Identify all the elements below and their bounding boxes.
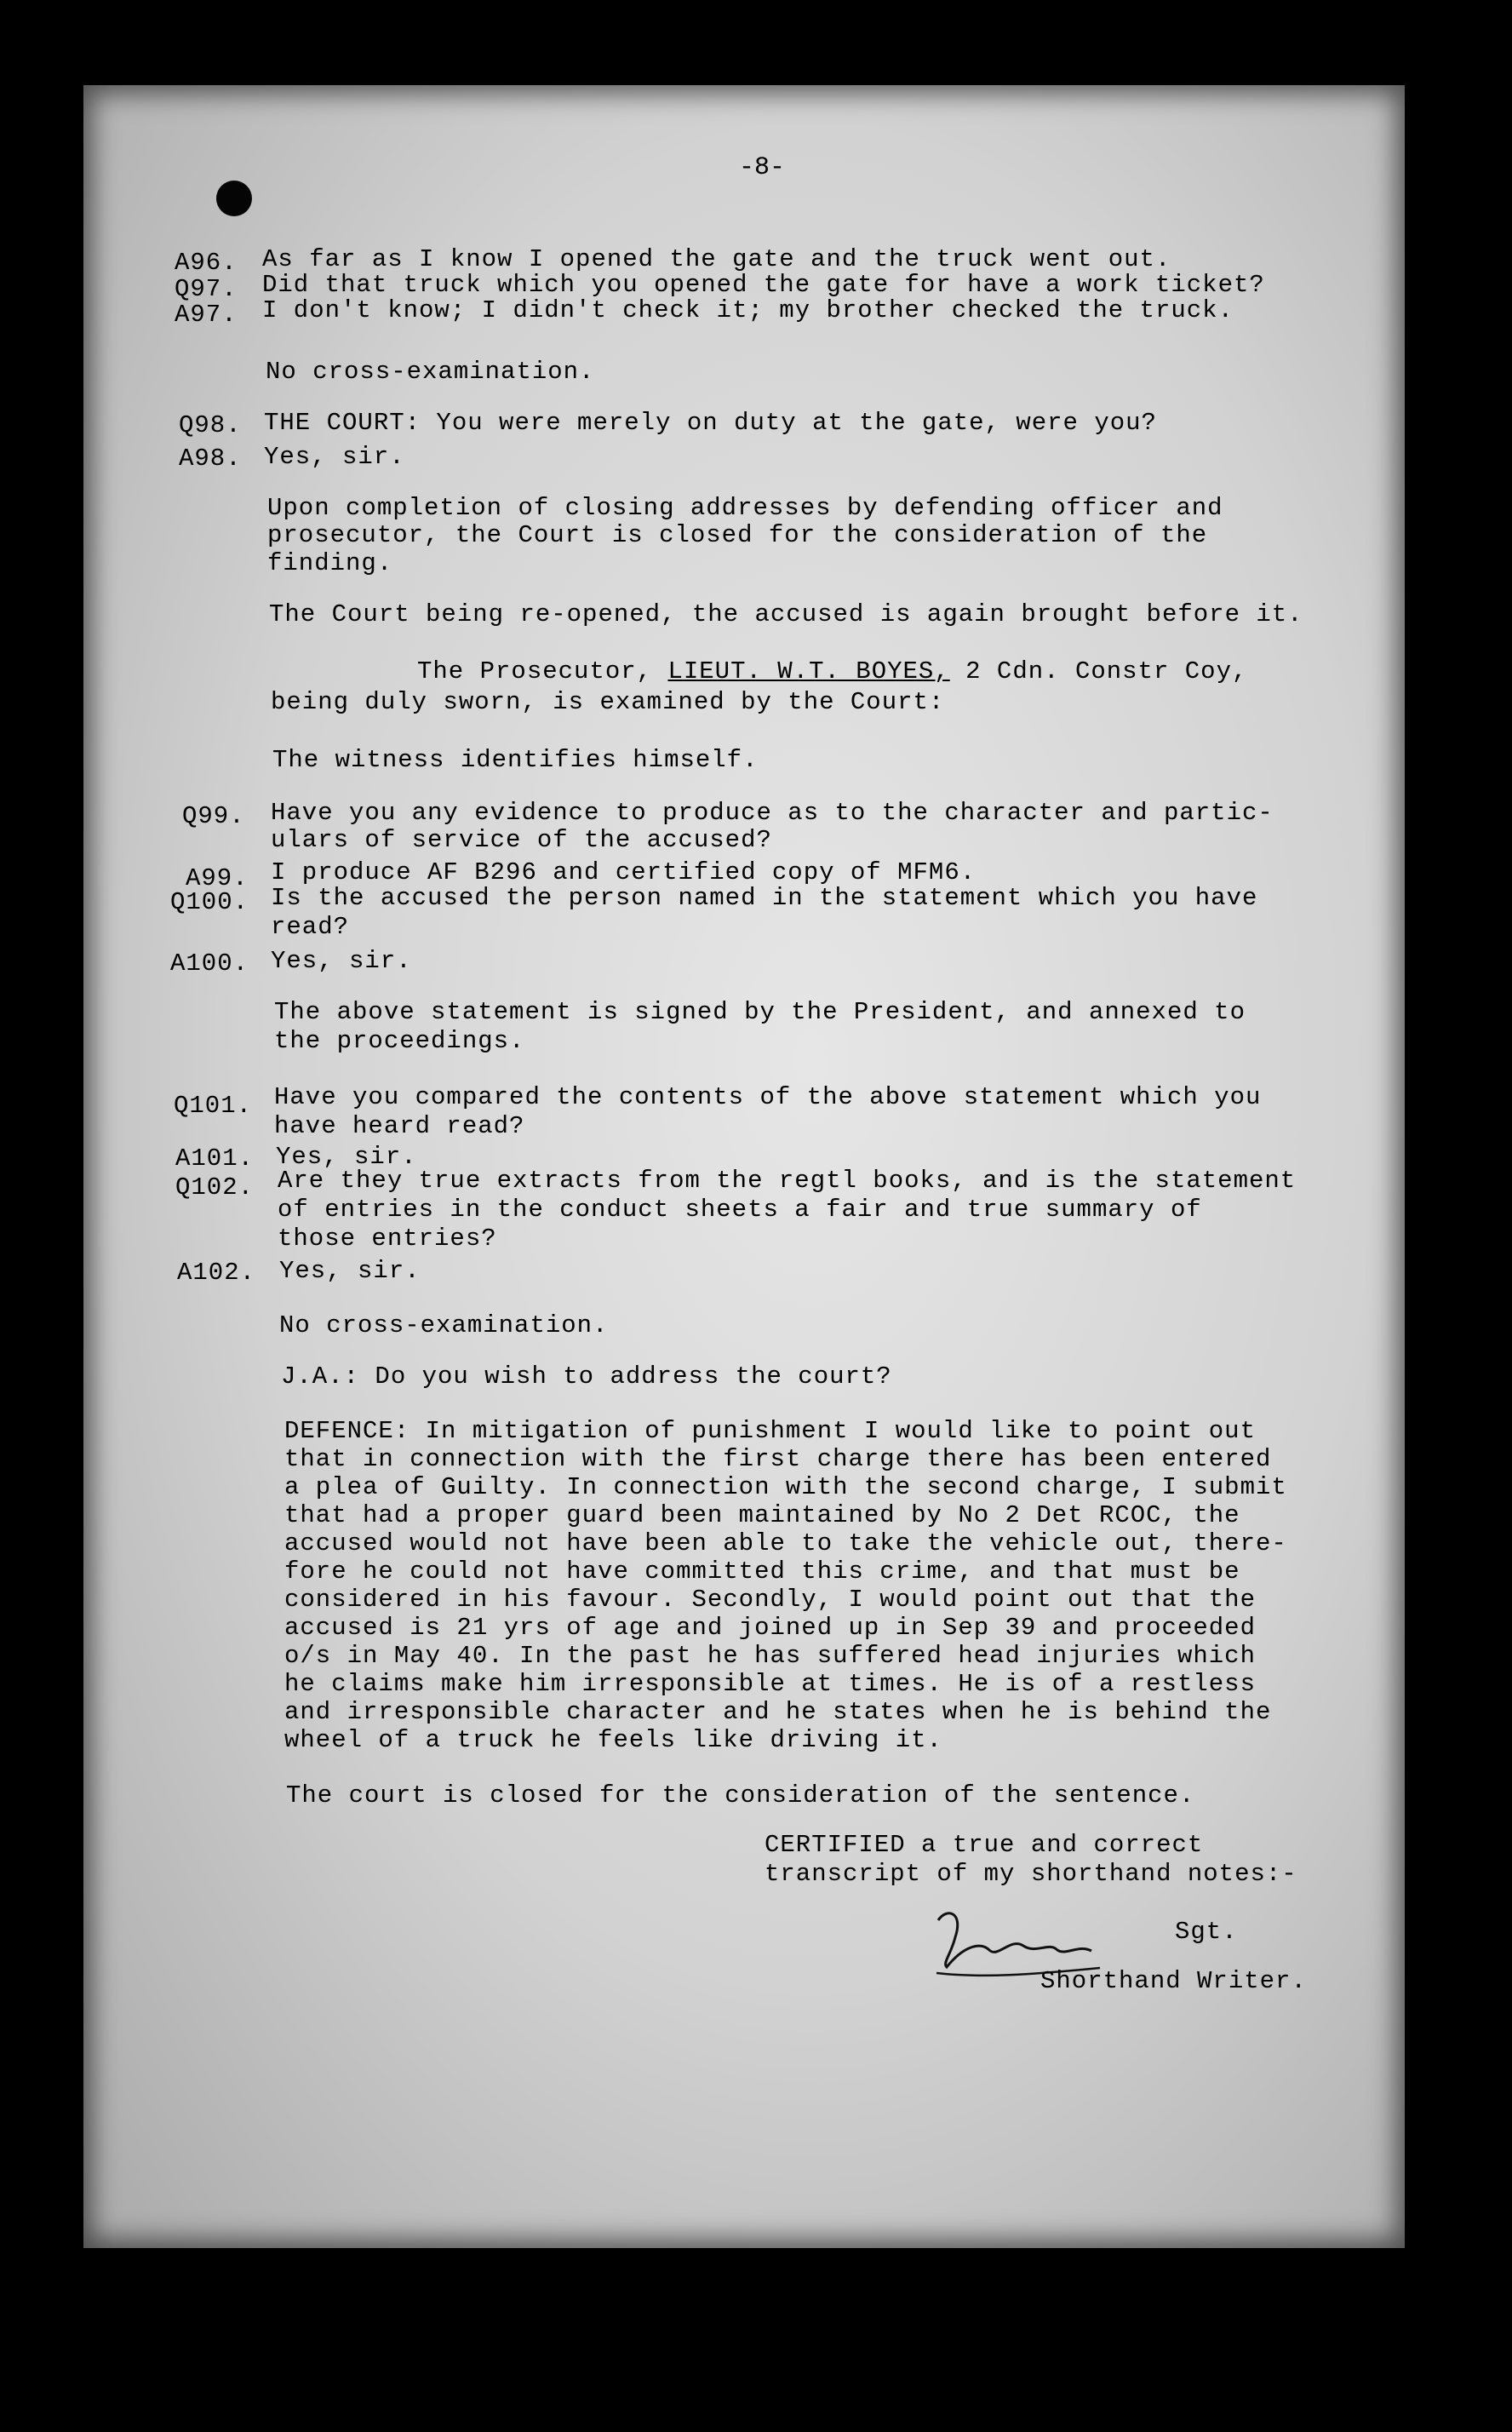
certified-line: CERTIFIED a true and correct bbox=[765, 1831, 1204, 1859]
qa-tag: Q101. bbox=[174, 1092, 253, 1120]
qa-text: I produce AF B296 and certified copy of MFM6. bbox=[271, 858, 976, 886]
page-number: -8- bbox=[739, 153, 786, 182]
witness-identifies: The witness identifies himself. bbox=[272, 746, 759, 774]
qa-text: read? bbox=[271, 913, 350, 941]
defence-line: and irresponsible character and he states when he is behind the bbox=[284, 1698, 1272, 1726]
qa-text: Have you any evidence to produce as to the character and partic- bbox=[271, 799, 1274, 827]
qa-text: Yes, sir. bbox=[276, 1143, 417, 1171]
defence-line: considered in his favour. Secondly, I would point out that the bbox=[284, 1586, 1256, 1614]
defence-line: wheel of a truck he feels like driving it. bbox=[284, 1726, 942, 1754]
qa-text: Is the accused the person named in the statement which you have bbox=[271, 884, 1258, 912]
defence-line: that had a proper guard been maintained by No 2 Det RCOC, the bbox=[284, 1501, 1240, 1529]
defence-line: accused would not have been able to take the vehicle out, there- bbox=[284, 1529, 1287, 1557]
defence-line: he claims make him irresponsible at times. He is of a restless bbox=[284, 1670, 1256, 1698]
qa-tag: Q99. bbox=[182, 802, 245, 830]
paragraph-line: Upon completion of closing addresses by defending officer and bbox=[267, 494, 1223, 522]
qa-text: of entries in the conduct sheets a fair and true summary of bbox=[278, 1196, 1202, 1224]
qa-text: Yes, sir. bbox=[271, 947, 412, 975]
defence-line: DEFENCE: In mitigation of punishment I would like to point out bbox=[284, 1417, 1256, 1445]
qa-text: Are they true extracts from the regtl books, and is the statement bbox=[278, 1167, 1297, 1195]
qa-text: I don't know; I didn't check it; my brother checked the truck. bbox=[262, 296, 1234, 324]
ja-question: J.A.: Do you wish to address the court? bbox=[281, 1362, 892, 1391]
signatory-rank: Sgt. bbox=[1175, 1918, 1238, 1946]
qa-text: THE COURT: You were merely on duty at the gate, were you? bbox=[264, 409, 1157, 437]
paragraph-line: finding. bbox=[267, 549, 393, 577]
qa-tag: A99. bbox=[186, 864, 249, 892]
paragraph-line: being duly sworn, is examined by the Court: bbox=[271, 688, 945, 716]
defence-line: a plea of Guilty. In connection with the second charge, I submit bbox=[284, 1473, 1287, 1501]
qa-tag: Q100. bbox=[170, 888, 249, 916]
qa-text: Yes, sir. bbox=[264, 443, 405, 471]
qa-tag: Q102. bbox=[175, 1173, 255, 1202]
qa-text: Have you compared the contents of the above statement which you bbox=[274, 1083, 1262, 1111]
prosecutor-line: The Prosecutor, LIEUT. W.T. BOYES, 2 Cdn. Constr Coy, bbox=[417, 657, 1248, 685]
qa-text: Did that truck which you opened the gate for have a work ticket? bbox=[262, 271, 1265, 299]
qa-tag: A100. bbox=[170, 949, 249, 978]
qa-text: those entries? bbox=[278, 1225, 497, 1253]
qa-text: ulars of service of the accused? bbox=[271, 826, 772, 854]
punch-hole bbox=[216, 181, 252, 216]
certified-line: transcript of my shorthand notes:- bbox=[765, 1860, 1297, 1888]
defence-line: o/s in May 40. In the past he has suffered head injuries which bbox=[284, 1642, 1256, 1670]
defence-line: accused is 21 yrs of age and joined up in Sep 39 and proceeded bbox=[284, 1614, 1256, 1642]
qa-tag: A97. bbox=[175, 301, 238, 329]
defence-line: that in connection with the first charge there has been entered bbox=[284, 1445, 1272, 1473]
qa-text: Yes, sir. bbox=[279, 1257, 421, 1285]
paragraph-line: the proceedings. bbox=[274, 1027, 525, 1055]
prosecutor-name: LIEUT. W.T. BOYES, bbox=[667, 657, 950, 685]
qa-tag: A102. bbox=[177, 1259, 256, 1287]
paragraph-line: The above statement is signed by the President, and annexed to bbox=[274, 998, 1246, 1026]
qa-text: have heard read? bbox=[274, 1112, 525, 1140]
court-closed-sentence: The court is closed for the consideration of the sentence. bbox=[286, 1781, 1195, 1810]
no-cross-examination: No cross-examination. bbox=[279, 1311, 609, 1339]
qa-tag: A98. bbox=[179, 445, 242, 473]
court-reopened: The Court being re-opened, the accused is again brought before it. bbox=[269, 600, 1303, 628]
defence-line: fore he could not have committed this crime, and that must be bbox=[284, 1557, 1240, 1586]
signatory-role: Shorthand Writer. bbox=[1040, 1967, 1307, 1995]
paragraph-line: prosecutor, the Court is closed for the consideration of the bbox=[267, 521, 1208, 549]
qa-tag: Q98. bbox=[179, 411, 242, 439]
qa-tag: A96. bbox=[175, 249, 238, 277]
qa-tag: Q97. bbox=[175, 275, 238, 303]
qa-text: As far as I know I opened the gate and the truck went out. bbox=[262, 245, 1171, 273]
qa-tag: A101. bbox=[175, 1144, 255, 1173]
no-cross-examination: No cross-examination. bbox=[266, 358, 595, 386]
